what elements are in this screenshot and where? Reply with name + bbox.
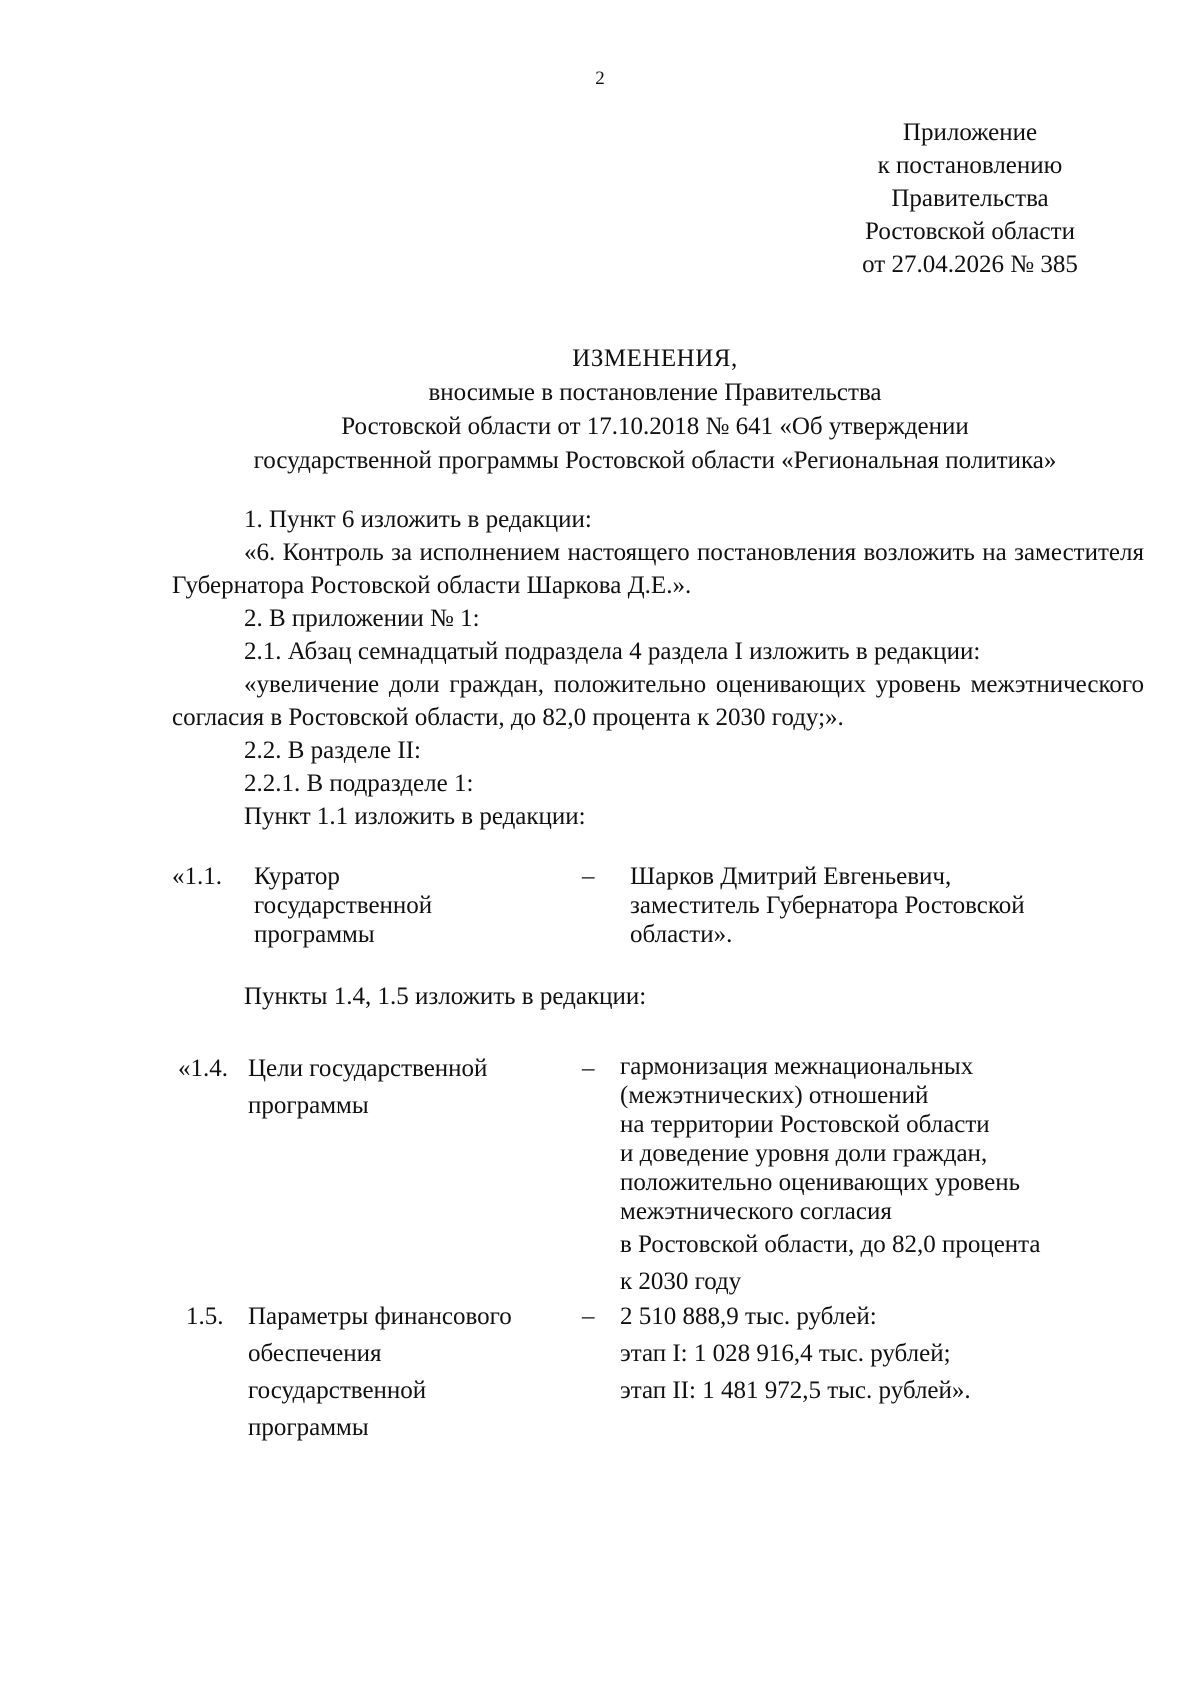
value-line: Шарков Дмитрий Евгеньевич,	[630, 863, 952, 890]
appendix-line: Правительства	[891, 185, 1049, 212]
appendix-line: Ростовской области	[865, 218, 1075, 245]
value-line: на территории Ростовской области	[620, 1111, 990, 1138]
item-number: 1.5.	[186, 1303, 224, 1330]
item-dash: –	[582, 1055, 595, 1082]
item-dash: –	[582, 1303, 595, 1330]
value-line: заместитель Губернатора Ростовской	[630, 892, 1025, 919]
paragraph: «6. Контроль за исполнением настоящего постановления возложить на заместителя Губернатора Ростовской области Шаркова Д.Е.».	[172, 539, 1144, 599]
value-line: 2 510 888,9 тыс. рублей:	[620, 1303, 877, 1330]
value-line: области».	[630, 921, 733, 948]
appendix-line: к постановлению	[877, 152, 1063, 179]
value-line: и доведение уровня доли граждан,	[620, 1140, 988, 1167]
item-label	[248, 1298, 512, 1446]
document-title	[160, 342, 1150, 478]
value-line: (межэтнических) отношений	[620, 1082, 929, 1109]
label-line: Куратор	[254, 863, 340, 890]
item-value	[630, 862, 1025, 949]
label-line: государственной	[248, 1377, 427, 1404]
value-line: положительно оценивающих уровень	[620, 1169, 1020, 1196]
paragraph: Пункты 1.4, 1.5 изложить в редакции:	[244, 983, 647, 1010]
appendix-line: от 27.04.2026 № 385	[862, 251, 1078, 278]
item-number: «1.1.	[172, 863, 222, 890]
paragraph: Пункт 1.1 изложить в редакции:	[244, 803, 586, 830]
document-body	[172, 503, 1144, 833]
paragraph: 2. В приложении № 1:	[244, 605, 480, 632]
label-line: Цели государственной	[248, 1055, 488, 1082]
label-line: программы	[248, 1414, 369, 1441]
item-value	[620, 1298, 971, 1409]
value-line: межэтнического согласия	[620, 1198, 892, 1225]
paragraph: 2.2. В разделе II:	[244, 737, 421, 764]
value-line: этап I: 1 028 916,4 тыс. рублей;	[620, 1340, 951, 1367]
item-label	[254, 862, 432, 949]
paragraph: 1. Пункт 6 изложить в редакции:	[244, 506, 592, 533]
label-line: программы	[248, 1092, 369, 1119]
value-line: гармонизация межнациональных	[620, 1053, 974, 1080]
paragraph: «увеличение доли граждан, положительно оценивающих уровень межэтнического согласия в Ростовской области, до 82,0 процента к 2030 году;».	[172, 671, 1144, 731]
appendix-line: Приложение	[902, 119, 1038, 146]
page-number: 2	[595, 68, 605, 89]
title-line: вносимые в постановление Правительства	[428, 379, 882, 406]
value-line: этап II: 1 481 972,5 тыс. рублей».	[620, 1377, 971, 1404]
paragraph: 2.2.1. В подразделе 1:	[244, 770, 474, 797]
label-line: программы	[254, 921, 375, 948]
label-line: Параметры финансового	[248, 1303, 512, 1330]
item-number: «1.4.	[178, 1055, 228, 1082]
value-line: в Ростовской области, до 82,0 процента	[620, 1231, 1041, 1258]
label-line: обеспечения	[248, 1340, 382, 1367]
title-line: государственной программы Ростовской области «Региональная политика»	[253, 447, 1057, 474]
item-dash: –	[582, 863, 595, 890]
paragraph: 2.1. Абзац семнадцатый подраздела 4 раздела I изложить в редакции:	[244, 638, 981, 665]
item-label	[248, 1050, 487, 1124]
title-heading: ИЗМЕНЕНИЯ,	[572, 345, 738, 372]
value-line: к 2030 году	[620, 1268, 742, 1295]
label-line: государственной	[254, 892, 433, 919]
appendix-block	[800, 116, 1140, 281]
item-value	[620, 1052, 1041, 1300]
title-line: Ростовской области от 17.10.2018 № 641 «Об утверждении	[341, 413, 969, 440]
